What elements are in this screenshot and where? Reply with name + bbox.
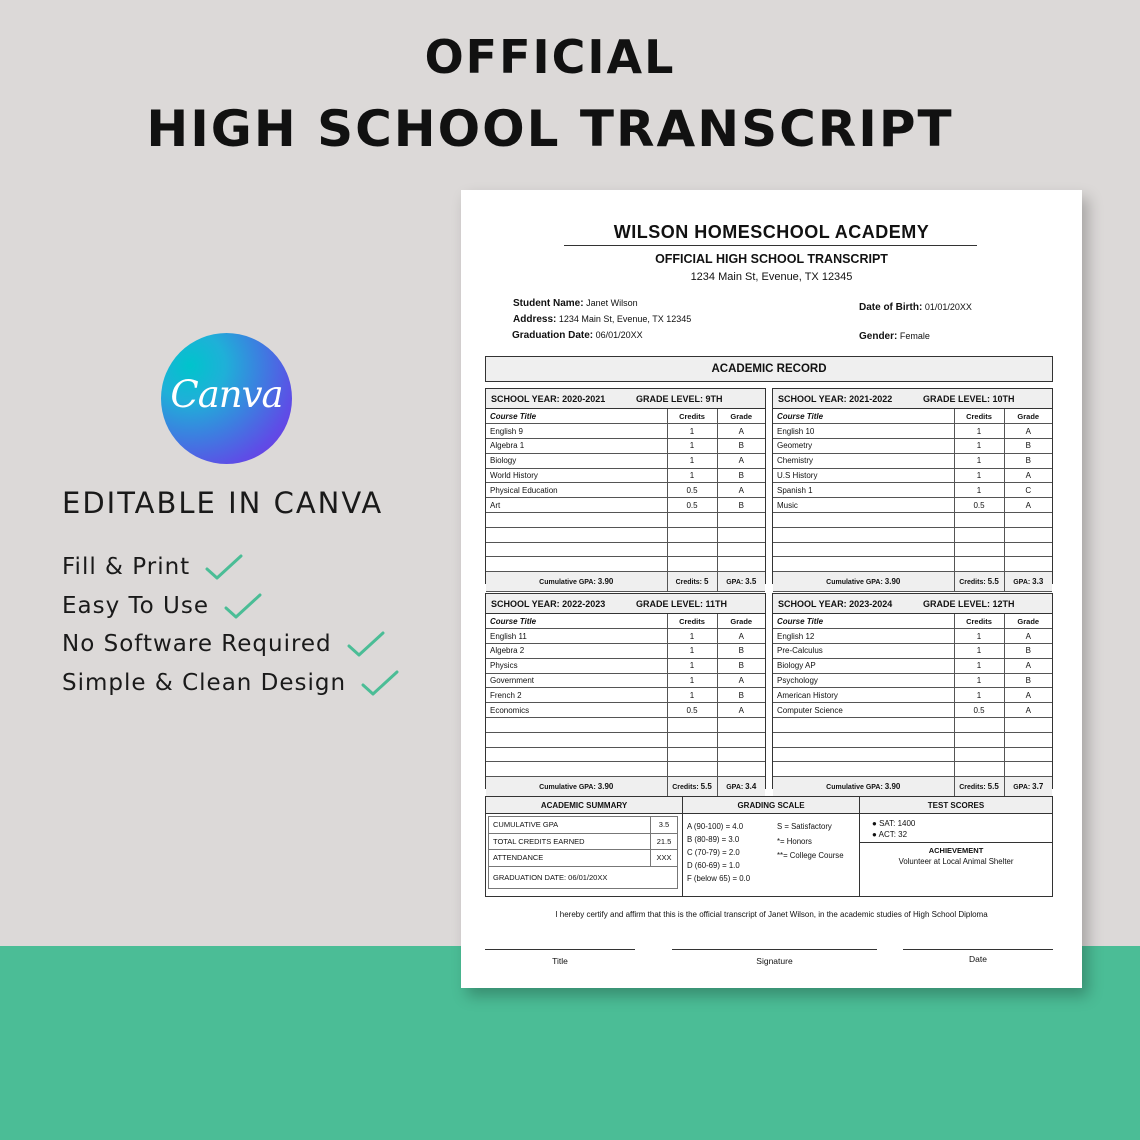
checkmark-icon	[360, 669, 400, 697]
course-grade: A	[1004, 703, 1052, 718]
feature-label: Simple & Clean Design	[62, 669, 347, 696]
year-gpa: 3.5	[745, 577, 757, 587]
feature-item	[62, 625, 400, 664]
course-grade: B	[717, 498, 765, 513]
school-name: WILSON HOMESCHOOL ACADEMY	[613, 222, 930, 242]
course-grade: A	[1004, 629, 1052, 644]
year-credits: 5	[703, 577, 709, 587]
course-credits: 1	[954, 673, 1004, 688]
year-credits: 5.5	[700, 782, 712, 792]
course-credits: 1	[667, 688, 717, 703]
table-row: TOTAL CREDITS EARNED 21.5	[489, 833, 678, 850]
table-row	[773, 542, 1052, 557]
table-row: GRADUATION DATE: 06/01/20XX	[489, 866, 678, 888]
grading-scale-title: GRADING SCALE	[683, 797, 859, 814]
course-credits: 1	[667, 673, 717, 688]
test-score-list: ● SAT: 1400 ● ACT: 32	[872, 819, 916, 839]
year-totals-row: Cumulative GPA: 3.90 Credits: 5.5 GPA: 3.3	[773, 572, 1052, 592]
school-year: SCHOOL YEAR: 2022-2023	[491, 599, 606, 609]
course-title: English 10	[773, 424, 954, 439]
course-title: Economics	[486, 703, 667, 718]
table-row	[486, 453, 765, 468]
student-name: Janet Wilson	[586, 298, 638, 308]
editable-in-canva: EDITABLE IN CANVA	[62, 486, 384, 520]
course-credits: 1	[954, 688, 1004, 703]
year-gpa: 3.3	[1032, 577, 1044, 587]
grade-level: GRADE LEVEL: 10TH	[923, 394, 1015, 404]
table-row	[486, 688, 765, 703]
student-address-row: Address: 1234 Main St, Evenue, TX 12345	[513, 314, 692, 325]
course-credits: 0.5	[954, 703, 1004, 718]
checkmark-icon	[346, 630, 386, 658]
course-title: English 9	[486, 424, 667, 439]
academic-record-header: ACADEMIC RECORD	[485, 356, 1053, 382]
course-title: Government	[486, 673, 667, 688]
course-title: Biology AP	[773, 658, 954, 673]
test-scores	[860, 797, 1052, 896]
course-title: Chemistry	[773, 453, 954, 468]
course-credits: 1	[954, 424, 1004, 439]
table-row	[773, 439, 1052, 454]
year-header	[486, 594, 765, 614]
gender-row: Gender: Female	[859, 331, 930, 342]
course-grade: B	[717, 468, 765, 483]
course-title: American History	[773, 688, 954, 703]
table-row	[773, 453, 1052, 468]
table-row	[486, 644, 765, 659]
course-credits: 0.5	[667, 498, 717, 513]
student-address: 1234 Main St, Evenue, TX 12345	[558, 314, 692, 324]
course-grade: B	[1004, 673, 1052, 688]
course-table	[486, 614, 765, 797]
dob-row: Date of Birth: 01/01/20XX	[859, 302, 972, 313]
course-credits: 1	[667, 453, 717, 468]
course-grade: B	[1004, 439, 1052, 454]
graduation-date: 06/01/20XX	[595, 330, 643, 340]
year-totals-row: Cumulative GPA: 3.90 Credits: 5.5 GPA: 3.4	[486, 777, 765, 797]
table-row	[773, 703, 1052, 718]
course-title: World History	[486, 468, 667, 483]
feature-list	[62, 548, 400, 702]
table-row: ATTENDANCE XXX	[489, 850, 678, 867]
course-credits: 1	[954, 439, 1004, 454]
table-row: CUMULATIVE GPA 3.5	[489, 817, 678, 834]
transcript-title: OFFICIAL HIGH SCHOOL TRANSCRIPT	[655, 252, 888, 266]
divider	[564, 245, 977, 246]
course-grade: B	[1004, 644, 1052, 659]
course-title: Algebra 1	[486, 439, 667, 454]
summary-table	[488, 816, 678, 889]
table-row	[486, 557, 765, 572]
checkmark-icon	[223, 592, 263, 620]
transcript-document	[461, 190, 1082, 988]
course-grade: B	[717, 688, 765, 703]
course-title: Spanish 1	[773, 483, 954, 498]
school-year: SCHOOL YEAR: 2021-2022	[778, 394, 893, 404]
table-row	[773, 557, 1052, 572]
course-title: Art	[486, 498, 667, 513]
table-header-row: Course Title Credits Grade	[773, 409, 1052, 424]
table-row	[773, 673, 1052, 688]
course-title: Music	[773, 498, 954, 513]
date-line	[903, 949, 1053, 950]
feature-item	[62, 548, 400, 587]
year-header	[773, 389, 1052, 409]
table-row	[773, 644, 1052, 659]
grading-scale	[683, 797, 860, 896]
table-header-row: Course Title Credits Grade	[486, 409, 765, 424]
course-table	[773, 614, 1052, 797]
course-credits: 0.5	[667, 483, 717, 498]
grade-scale-list: A (90-100) = 4.0 B (80-89) = 3.0 C (70-79) = 2.0 D (60-69) = 1.0 F (below 65) = 0.0	[687, 822, 751, 883]
table-row	[773, 424, 1052, 439]
year-block	[772, 388, 1053, 587]
cumulative-gpa: 3.90	[884, 782, 901, 792]
graduation-row: Graduation Date: 06/01/20XX	[512, 330, 643, 341]
table-header-row: Course Title Credits Grade	[486, 614, 765, 629]
academic-summary-title: ACADEMIC SUMMARY	[486, 797, 682, 814]
course-credits: 0.5	[667, 703, 717, 718]
grade-level: GRADE LEVEL: 12TH	[923, 599, 1015, 609]
table-row	[486, 747, 765, 762]
course-grade: B	[717, 439, 765, 454]
course-title: Geometry	[773, 439, 954, 454]
table-row	[773, 762, 1052, 777]
course-title: U.S History	[773, 468, 954, 483]
checkmark-icon	[204, 553, 244, 581]
year-totals-row: Cumulative GPA: 3.90 Credits: 5.5 GPA: 3.7	[773, 777, 1052, 797]
course-credits: 1	[954, 644, 1004, 659]
course-grade: B	[1004, 453, 1052, 468]
table-row	[773, 658, 1052, 673]
feature-label: No Software Required	[62, 631, 332, 658]
grade-legend: S = Satisfactory *= Honors **= College Course	[777, 822, 844, 860]
table-row	[773, 468, 1052, 483]
gender: Female	[899, 331, 930, 341]
year-header	[773, 594, 1052, 614]
table-row	[773, 629, 1052, 644]
table-row	[486, 542, 765, 557]
date-of-birth: 01/01/20XX	[924, 302, 972, 312]
table-row	[486, 527, 765, 542]
course-credits: 1	[667, 439, 717, 454]
course-grade: B	[717, 644, 765, 659]
course-title: Algebra 2	[486, 644, 667, 659]
course-credits: 1	[954, 629, 1004, 644]
table-row	[486, 498, 765, 513]
cumulative-gpa: 3.90	[597, 577, 614, 587]
course-title: Physics	[486, 658, 667, 673]
school-address: 1234 Main St, Evenue, TX 12345	[690, 271, 853, 283]
table-row	[773, 513, 1052, 528]
table-row	[486, 658, 765, 673]
year-block	[485, 593, 766, 792]
year-block	[772, 593, 1053, 792]
table-row	[773, 732, 1052, 747]
table-row	[486, 439, 765, 454]
course-credits: 1	[954, 483, 1004, 498]
signature-label: Signature	[756, 956, 793, 966]
course-title: English 11	[486, 629, 667, 644]
table-row	[486, 732, 765, 747]
course-credits: 0.5	[954, 498, 1004, 513]
course-grade: A	[717, 673, 765, 688]
canva-logo-text: Canva	[170, 373, 283, 416]
course-credits: 1	[667, 629, 717, 644]
course-title: Computer Science	[773, 703, 954, 718]
date-label: Date	[969, 954, 987, 964]
course-credits: 1	[954, 468, 1004, 483]
year-credits: 5.5	[987, 782, 999, 792]
course-grade: C	[1004, 483, 1052, 498]
course-grade: A	[717, 703, 765, 718]
title-line	[485, 949, 635, 950]
year-gpa: 3.4	[745, 782, 757, 792]
school-year: SCHOOL YEAR: 2023-2024	[778, 599, 893, 609]
course-grade: A	[1004, 424, 1052, 439]
course-table	[486, 409, 765, 592]
course-title: English 12	[773, 629, 954, 644]
feature-label: Easy To Use	[62, 592, 210, 619]
course-grade: A	[1004, 658, 1052, 673]
course-credits: 1	[667, 644, 717, 659]
school-year: SCHOOL YEAR: 2020-2021	[491, 394, 606, 404]
course-credits: 1	[667, 658, 717, 673]
year-credits: 5.5	[987, 577, 999, 587]
year-totals-row: Cumulative GPA: 3.90 Credits: 5 GPA: 3.5	[486, 572, 765, 592]
student-name-row: Student Name: Janet Wilson	[513, 298, 638, 309]
summary-section	[485, 796, 1053, 897]
table-row	[486, 424, 765, 439]
course-title: French 2	[486, 688, 667, 703]
table-row	[486, 513, 765, 528]
course-title: Physical Education	[486, 483, 667, 498]
table-row	[486, 703, 765, 718]
table-row	[773, 527, 1052, 542]
course-credits: 1	[954, 453, 1004, 468]
course-credits: 1	[667, 424, 717, 439]
cumulative-gpa: 3.90	[884, 577, 901, 587]
course-grade: A	[717, 483, 765, 498]
course-title: Pre-Calculus	[773, 644, 954, 659]
course-grade: B	[717, 658, 765, 673]
table-row	[486, 673, 765, 688]
table-row	[773, 718, 1052, 733]
signature-line	[672, 949, 877, 950]
achievement: ACHIEVEMENT Volunteer at Local Animal Shelter	[860, 842, 1052, 866]
academic-summary	[486, 797, 683, 896]
course-grade: A	[717, 629, 765, 644]
grade-level: GRADE LEVEL: 11TH	[636, 599, 728, 609]
table-row	[486, 629, 765, 644]
headline-line-2: HIGH SCHOOL TRANSCRIPT	[146, 100, 954, 158]
table-row	[773, 498, 1052, 513]
course-title: Biology	[486, 453, 667, 468]
course-grade: A	[1004, 498, 1052, 513]
course-title: Psychology	[773, 673, 954, 688]
year-header	[486, 389, 765, 409]
feature-item	[62, 587, 400, 626]
headline-line-1: OFFICIAL	[424, 30, 676, 84]
certification-text: I hereby certify and affirm that this is the official transcript of Janet Wilson, in the academic studies of High School Diploma	[555, 910, 988, 919]
course-credits: 1	[667, 468, 717, 483]
course-grade: A	[1004, 688, 1052, 703]
grade-level: GRADE LEVEL: 9TH	[636, 394, 723, 404]
cumulative-gpa: 3.90	[597, 782, 614, 792]
table-header-row: Course Title Credits Grade	[773, 614, 1052, 629]
table-row	[773, 483, 1052, 498]
course-grade: A	[717, 424, 765, 439]
canva-logo	[161, 333, 292, 464]
table-row	[486, 762, 765, 777]
test-scores-title: TEST SCORES	[860, 797, 1052, 814]
table-row	[486, 468, 765, 483]
course-credits: 1	[954, 658, 1004, 673]
table-row	[486, 718, 765, 733]
feature-item	[62, 664, 400, 703]
table-row	[486, 483, 765, 498]
table-row	[773, 747, 1052, 762]
course-grade: A	[1004, 468, 1052, 483]
course-grade: A	[717, 453, 765, 468]
title-label: Title	[552, 956, 568, 966]
year-gpa: 3.7	[1032, 782, 1044, 792]
table-row	[773, 688, 1052, 703]
course-table	[773, 409, 1052, 592]
year-block	[485, 388, 766, 587]
feature-label: Fill & Print	[62, 554, 191, 581]
